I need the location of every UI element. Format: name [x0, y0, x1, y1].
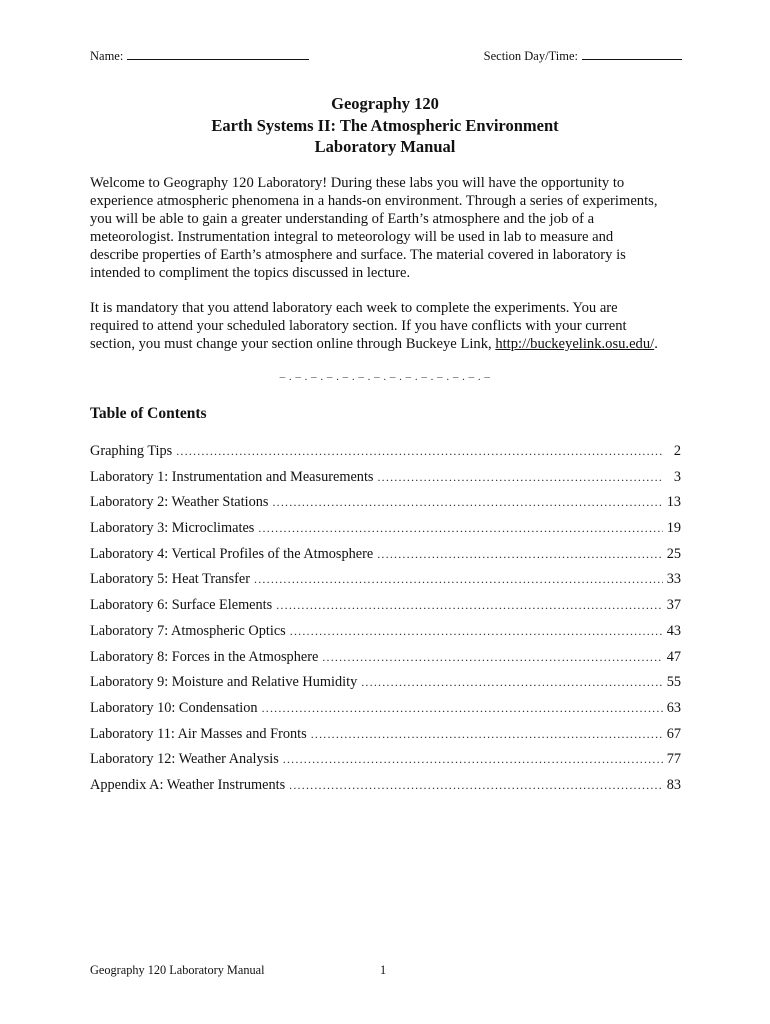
- document-title: [0, 93, 770, 158]
- toc-leader-dots: [377, 470, 663, 485]
- toc-entry-page: 19: [666, 520, 681, 537]
- toc-entry-title: Laboratory 9: Moisture and Relative Humidity: [90, 674, 358, 691]
- title-subtitle: Earth Systems II: The Atmospheric Environment: [211, 115, 559, 135]
- toc-entry-page: 43: [666, 622, 681, 639]
- paragraph-line: It is mandatory that you attend laboratory each week to complete the experiments. You are: [90, 300, 618, 316]
- toc-entry-title: Appendix A: Weather Instruments: [90, 776, 286, 793]
- section-label: Section Day/Time:: [483, 49, 578, 63]
- title-manual: Laboratory Manual: [314, 137, 456, 156]
- toc-entry-page: 55: [666, 674, 681, 691]
- section-separator: – . – . – . – . – . – . – . – . – . – . – . – . – . –: [279, 371, 491, 383]
- toc-entry-title: Laboratory 8: Forces in the Atmosphere: [90, 648, 319, 665]
- footer-page-number: 1: [380, 963, 387, 977]
- toc-entry[interactable]: [90, 726, 681, 752]
- buckeye-link[interactable]: http://buckeyelink.osu.edu/: [495, 336, 655, 353]
- section-blank-line: [582, 47, 682, 60]
- toc-entry[interactable]: [90, 777, 681, 803]
- toc-leader-dots: [289, 778, 663, 793]
- toc-entry[interactable]: [90, 674, 681, 700]
- toc-leader-dots: [258, 521, 662, 536]
- toc-leader-dots: [361, 675, 662, 690]
- toc-entry-title: Laboratory 12: Weather Analysis: [90, 751, 279, 768]
- paragraph-line: you will be able to gain a greater understanding of Earth’s atmosphere and the job of a: [90, 211, 595, 228]
- toc-leader-dots: [272, 495, 662, 510]
- name-label: Name:: [90, 49, 124, 63]
- paragraph-line: required to attend your scheduled laboratory section. If you have conflicts with your current: [90, 318, 627, 335]
- toc-entry-page: 2: [673, 443, 681, 459]
- toc-leader-dots: [311, 727, 663, 742]
- toc-leader-dots: [276, 598, 662, 613]
- toc-entry-page: 47: [666, 648, 681, 665]
- paragraph-line: describe properties of Earth’s atmosphere and surface. The material covered in laboratory is: [90, 247, 626, 264]
- toc-entry[interactable]: [90, 546, 681, 572]
- section-field: [484, 47, 682, 64]
- footer-title: Geography 120 Laboratory Manual: [90, 963, 265, 977]
- toc-entry-title: Laboratory 6: Surface Elements: [90, 597, 273, 614]
- toc-entry[interactable]: [90, 443, 681, 469]
- toc-entry-title: Laboratory 10: Condensation: [90, 699, 258, 716]
- toc-leader-dots: [322, 650, 662, 665]
- toc-entry[interactable]: [90, 700, 681, 726]
- toc-entry[interactable]: [90, 597, 681, 623]
- paragraph-line: meteorologist. Instrumentation integral to meteorology will be used in lab to measure and: [90, 229, 614, 246]
- table-of-contents: [90, 443, 681, 803]
- toc-entry-title: Laboratory 11: Air Masses and Fronts: [90, 725, 307, 742]
- toc-leader-dots: [290, 624, 663, 639]
- toc-entry-title: Laboratory 7: Atmospheric Optics: [90, 622, 286, 639]
- toc-entry-title: Graphing Tips: [90, 443, 173, 459]
- toc-entry-page: 83: [666, 776, 681, 793]
- intro-paragraph-1: [90, 174, 694, 283]
- paragraph-line-with-link: [90, 335, 694, 353]
- toc-entry-title: Laboratory 2: Weather Stations: [90, 494, 269, 511]
- name-blank-line: [127, 47, 309, 60]
- link-prefix-text: section, you must change your section online through Buckeye Link,: [90, 336, 496, 353]
- toc-entry-page: 13: [666, 494, 681, 511]
- toc-entry[interactable]: [90, 751, 681, 777]
- toc-heading: Table of Contents: [90, 405, 207, 422]
- toc-entry[interactable]: [90, 623, 681, 649]
- toc-entry-page: 25: [666, 545, 681, 562]
- toc-entry-page: 3: [673, 468, 681, 485]
- toc-entry[interactable]: [90, 520, 681, 546]
- toc-entry[interactable]: [90, 469, 681, 495]
- toc-entry-title: Laboratory 5: Heat Transfer: [90, 571, 251, 588]
- intro-paragraph-2: [90, 299, 694, 353]
- toc-leader-dots: [176, 444, 663, 459]
- toc-leader-dots: [262, 701, 663, 716]
- toc-entry-page: 63: [666, 699, 681, 716]
- toc-entry-page: 33: [666, 571, 681, 588]
- paragraph-line: experience atmospheric phenomena in a hands-on environment. Through a series of experiments,: [90, 193, 658, 210]
- toc-leader-dots: [254, 572, 663, 587]
- toc-leader-dots: [377, 547, 662, 562]
- link-suffix-text: .: [654, 336, 658, 353]
- toc-entry-page: 67: [666, 725, 681, 742]
- toc-entry-page: 77: [666, 751, 681, 768]
- toc-entry[interactable]: [90, 649, 681, 675]
- toc-entry-title: Laboratory 4: Vertical Profiles of the Atmosphere: [90, 545, 374, 562]
- toc-leader-dots: [283, 752, 663, 767]
- name-field: [90, 47, 309, 64]
- paragraph-line: intended to compliment the topics discussed in lecture.: [90, 265, 411, 282]
- paragraph-line: Welcome to Geography 120 Laboratory! During these labs you will have the opportunity to: [90, 175, 625, 191]
- toc-entry-page: 37: [666, 597, 681, 614]
- title-course: Geography 120: [331, 94, 439, 113]
- toc-entry[interactable]: [90, 494, 681, 520]
- toc-entry[interactable]: [90, 571, 681, 597]
- toc-entry-title: Laboratory 1: Instrumentation and Measurements: [90, 468, 374, 485]
- toc-entry-title: Laboratory 3: Microclimates: [90, 520, 255, 537]
- header-fields: [90, 47, 682, 65]
